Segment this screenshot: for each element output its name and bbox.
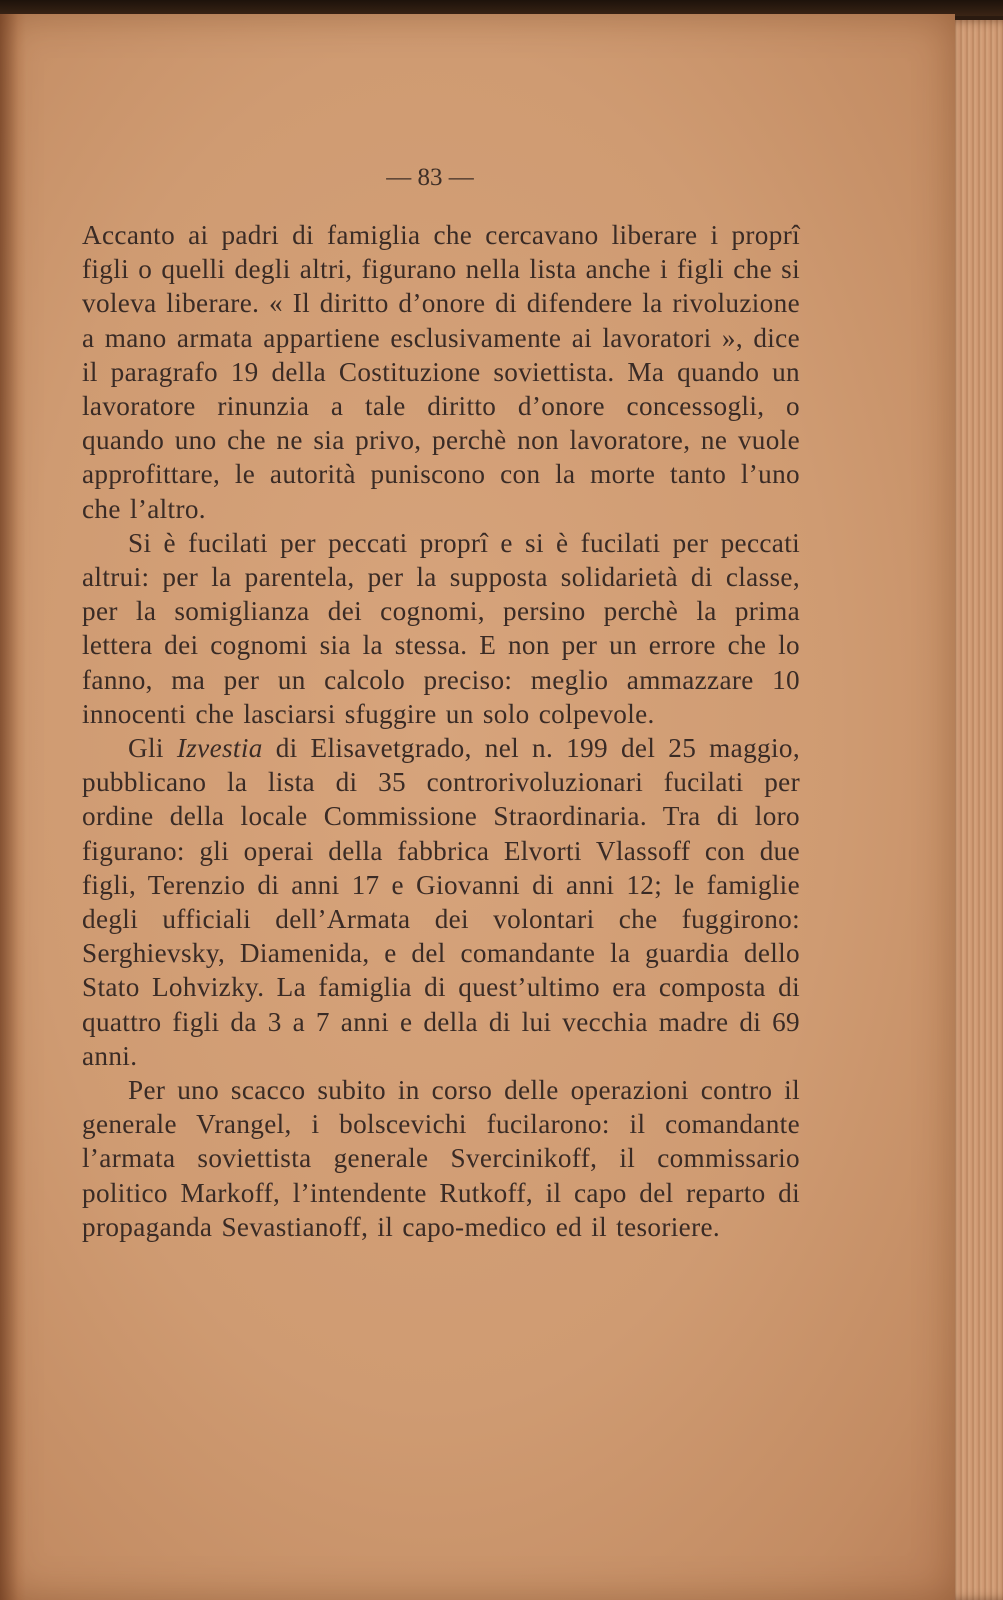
- body-text: [82, 218, 800, 1244]
- paragraph-3-body: di Elisavetgrado, nel n. 199 del 25 maggio, pubblicano la lista di 35 controrivoluzionari fucilati per ordine della locale Commissione Straordinaria. Tra di loro figurano: gli operai della fabbrica Elvorti Vlassoff con due figli, Terenzio di anni 17 e Giovanni di anni 12; le famiglie degli ufficiali dell’Armata dei volontari che fuggirono: Serghievsky, Diamenida, e del comandante la guardia dello Stato Lohvizky. La famiglia di quest’ultimo era composta di quattro figli da 3 a 7 anni e della di lui vecchia madre di 69 anni.: [82, 733, 800, 1071]
- newspaper-title: Izvestia: [176, 733, 263, 764]
- paragraph-3-lead: Gli: [128, 733, 177, 764]
- page-number: — 83 —: [386, 164, 474, 191]
- paragraph-1: Accanto ai padri di famiglia che cercavano liberare i proprî figli o quelli degli altri, figurano nella lista anche i figli che si voleva liberare. « Il diritto d’onore di difendere la rivoluzione a mano armata appartiene esclusivamente ai lavoratori », dice il paragrafo 19 della Costituzione soviettista. Ma quando un lavoratore rinunzia a tale diritto d’onore concessogli, o quando uno che ne sia privo, perchè non lavoratore, ne vuole approfittare, le autorità puniscono con la morte tanto l’uno che l’altro.: [82, 220, 800, 524]
- gutter-shadow: [0, 14, 26, 1600]
- book-page: [0, 14, 955, 1600]
- paragraph-3: [82, 731, 800, 1073]
- paragraph-4: Per uno scacco subito in corso delle operazioni contro il generale Vrangel, i bolscevichi fucilarono: il comandante l’armata soviettista generale Svercinikoff, il commissario politico Markoff, l’intendente Rutkoff, il capo del reparto di propaganda Sevastianoff, il capo-medico ed il tesoriere.: [82, 1075, 800, 1242]
- paragraph-2: Si è fucilati per peccati proprî e si è fucilati per peccati altrui: per la parentela, per la supposta solidarietà di classe, per la somiglianza dei cognomi, persino perchè la prima lettera dei cognomi sia la stessa. E non per un errore che lo fanno, ma per un calcolo preciso: meglio ammazzare 10 innocenti che lasciarsi sfuggire un solo colpevole.: [82, 527, 800, 729]
